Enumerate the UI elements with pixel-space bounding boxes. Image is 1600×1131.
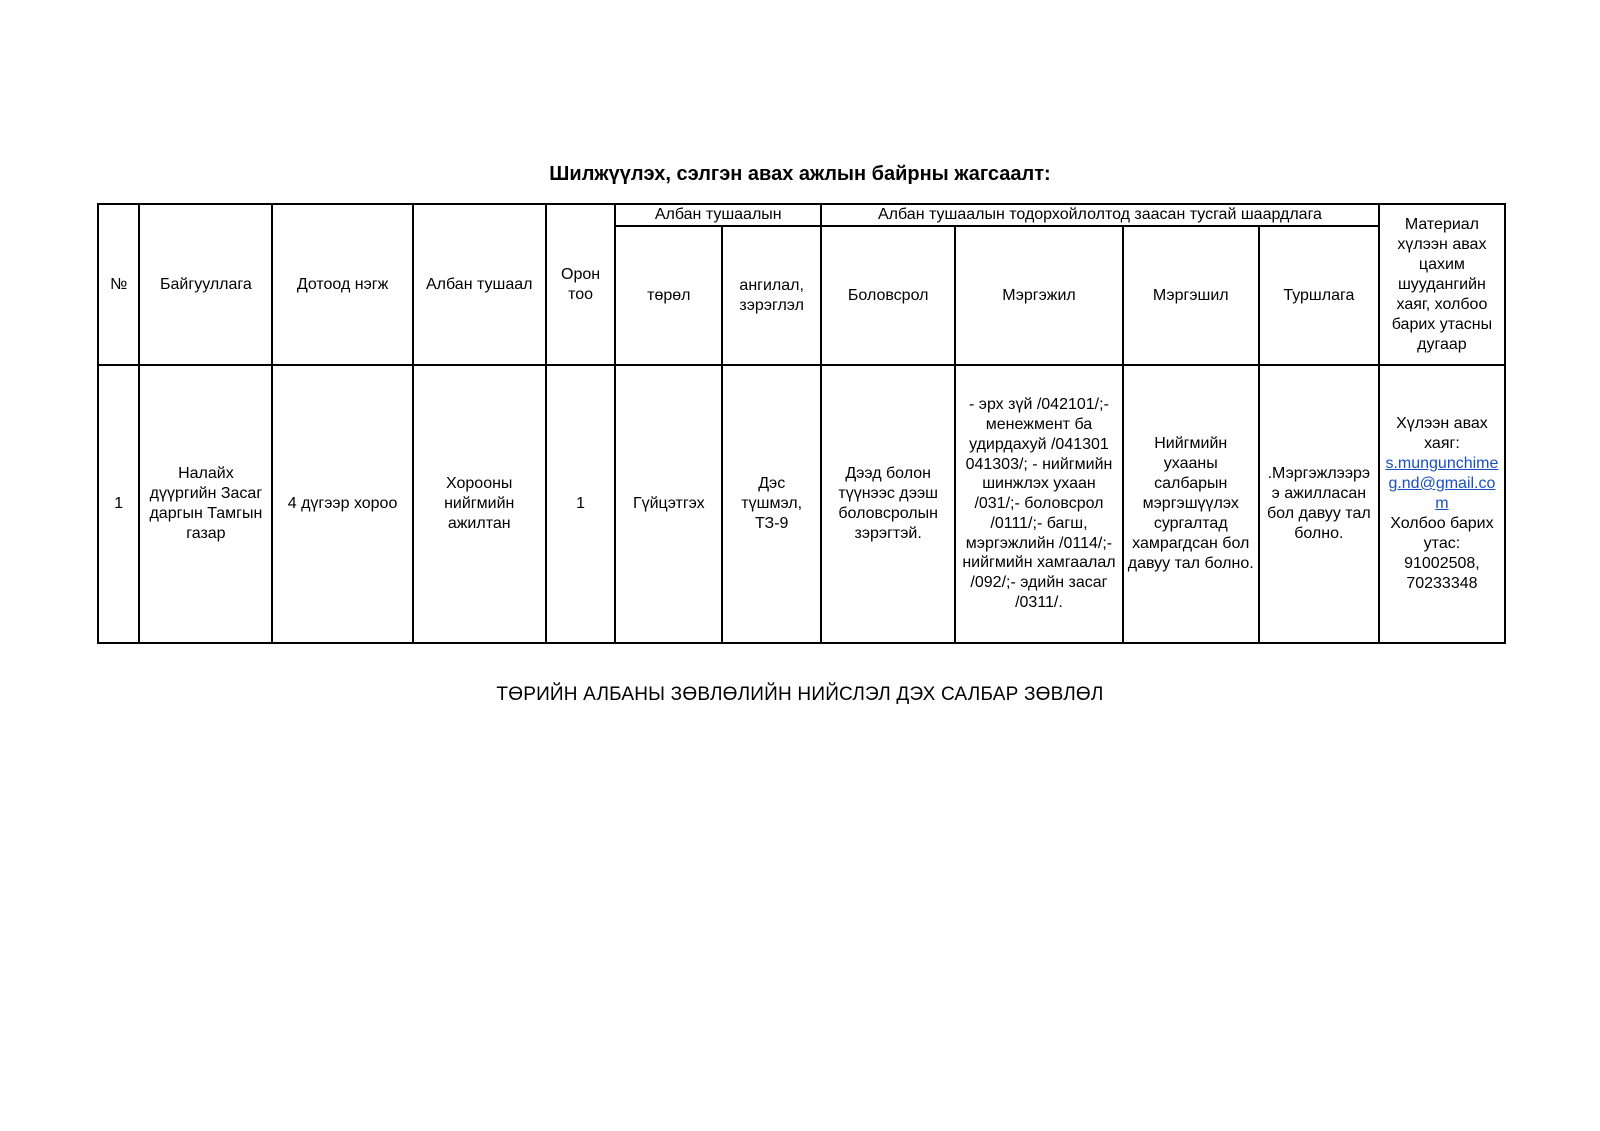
header-no: № [98, 204, 139, 365]
header-requirements-group: Албан тушаалын тодорхойлолтод заасан тусгай шаардлага [821, 204, 1379, 226]
contact-phones: 91002508, 70233348 [1404, 555, 1480, 592]
cell-contact [1379, 365, 1505, 643]
header-contact: Материал хүлээн авах цахим шуудангийн хаяг, холбоо барих утасны дугаар [1379, 204, 1505, 365]
cell-type: Гүйцэтгэх [615, 365, 722, 643]
document-footer: ТӨРИЙН АЛБАНЫ ЗӨВЛӨЛИЙН НИЙСЛЭЛ ДЭХ САЛБАР ЗӨВЛӨЛ [496, 684, 1104, 705]
header-count: Орон тоо [546, 204, 616, 365]
cell-position: Хорооны нийгмийн ажилтан [413, 365, 546, 643]
contact-email-link[interactable]: s.munguncһimeg.nd@gmail.com [1385, 455, 1499, 512]
cell-organization: Налайх дүүргийн Засаг даргын Тамгын газар [139, 365, 272, 643]
cell-profession: - эрх зүй /042101/;- менежмент ба удирдахуй /041301 041303/; - нийгмийн шинжлэх ухаан /031/;- боловсрол /0111/;- багш, мэргэжлийн /0114/;- нийгмийн хамгаалал /092/;- эдийн засаг /0311/. [955, 365, 1122, 643]
contact-phone-label: Холбоо барих утас: [1390, 515, 1494, 552]
header-unit: Дотоод нэгж [272, 204, 412, 365]
cell-no: 1 [98, 365, 139, 643]
cell-education: Дээд болон түүнээс дээш боловсролын зэрэгтэй. [821, 365, 955, 643]
header-row-top [98, 204, 1505, 226]
header-organization: Байгууллага [139, 204, 272, 365]
cell-unit: 4 дүгээр хороо [272, 365, 412, 643]
cell-skill: Нийгмийн ухааны салбарын мэргэшүүлэх сургалтад хамрагдсан бол давуу тал болно. [1123, 365, 1259, 643]
header-rank: ангилал, зэрэглэл [722, 226, 821, 365]
document-title: Шилжүүлэх, сэлгэн авах ажлын байрны жагсаалт: [549, 163, 1051, 185]
header-position: Албан тушаал [413, 204, 546, 365]
cell-rank: Дэс түшмэл, ТЗ-9 [722, 365, 821, 643]
table-row [98, 365, 1505, 643]
header-profession: Мэргэжил [955, 226, 1122, 365]
cell-experience: .Мэргэжлээрээ ажилласан бол давуу тал болно. [1259, 365, 1379, 643]
header-skill: Мэргэшил [1123, 226, 1259, 365]
header-type: төрөл [615, 226, 722, 365]
header-position-group: Албан тушаалын [615, 204, 821, 226]
vacancy-table [97, 203, 1506, 644]
cell-count: 1 [546, 365, 616, 643]
header-experience: Туршлага [1259, 226, 1379, 365]
header-education: Боловсрол [821, 226, 955, 365]
contact-address-label: Хүлээн авах хаяг: [1396, 415, 1488, 452]
